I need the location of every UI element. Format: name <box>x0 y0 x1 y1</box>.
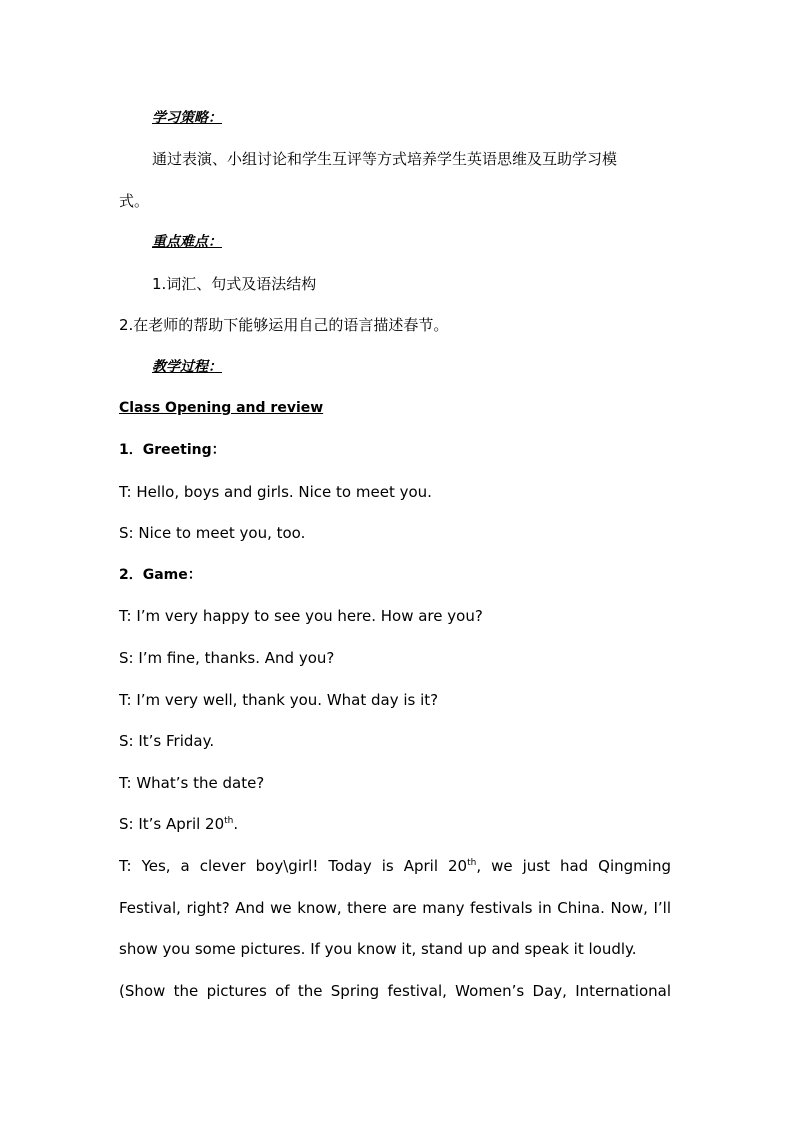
paragraph-line-4: (Show the pictures of the Spring festival, Women’s Day, International <box>119 982 671 1000</box>
greeting-student-line: S: Nice to meet you, too. <box>119 524 306 542</box>
game-teacher-line-1: T: I’m very happy to see you here. How are you? <box>119 607 483 625</box>
strategy-heading: 学习策略： <box>152 110 222 126</box>
difficulty-item-1: 1.词汇、句式及语法结构 <box>152 275 317 293</box>
strategy-text-line-2: 式。 <box>119 192 150 210</box>
difficulty-item-2: 2.在老师的帮助下能够运用自己的语言描述春节。 <box>119 316 449 334</box>
date-text: S: It’s April 20 <box>119 815 225 833</box>
game-student-line-1: S: I’m fine, thanks. And you? <box>119 649 335 667</box>
difficulty-heading: 重点难点： <box>152 234 222 250</box>
paragraph-line-1-end: , we just had Qingming <box>476 857 671 875</box>
date-period: . <box>233 815 239 833</box>
section-title: Class Opening and review <box>119 400 324 416</box>
paragraph-line-1 <box>119 856 671 876</box>
date-ordinal-suffix: th <box>224 816 234 826</box>
game-student-line-3 <box>119 814 679 834</box>
strategy-text-line-1: 通过表演、小组讨论和学生互评等方式培养学生英语思维及互助学习模 <box>152 150 618 168</box>
game-title: 2．Game： <box>119 567 202 583</box>
paragraph-line-3: show you some pictures. If you know it, stand up and speak it loudly. <box>119 940 637 958</box>
game-teacher-line-2: T: I’m very well, thank you. What day is it? <box>119 691 439 709</box>
game-teacher-line-3: T: What’s the date? <box>119 774 265 792</box>
greeting-teacher-line: T: Hello, boys and girls. Nice to meet you. <box>119 483 432 501</box>
paragraph-ordinal-suffix: th <box>467 858 477 868</box>
paragraph-line-1-start: T: Yes, a clever boy\girl! Today is April 20 <box>119 857 468 875</box>
paragraph-line-2: Festival, right? And we know, there are many festivals in China. Now, I’ll <box>119 899 671 917</box>
greeting-title: 1．Greeting： <box>119 442 226 458</box>
process-heading: 教学过程： <box>152 359 222 375</box>
game-student-line-2: S: It’s Friday. <box>119 732 215 750</box>
